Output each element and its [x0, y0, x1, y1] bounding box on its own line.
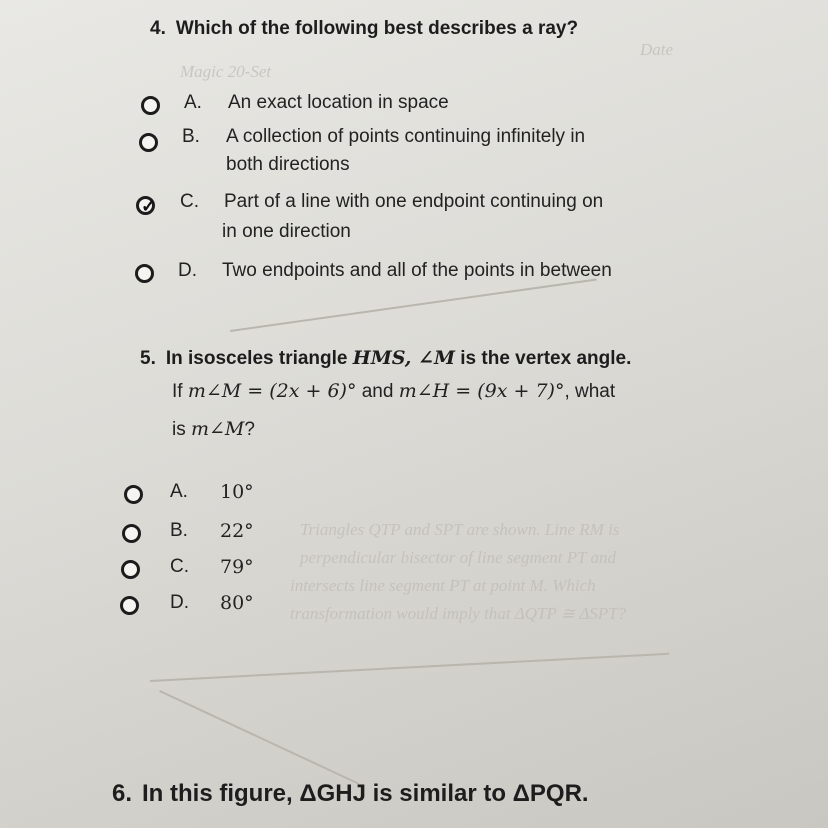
question-6-prompt: 6. In this figure, ΔGHJ is similar to ΔPQR. — [112, 780, 589, 807]
bleed-figure-line — [159, 690, 359, 785]
checkmark-icon: ✓ — [141, 196, 157, 216]
bleed-text-1: Date — [640, 40, 674, 59]
choice-letter: A. — [184, 92, 202, 113]
choice-letter: B. — [170, 520, 188, 541]
choice-text: 79° — [220, 556, 254, 578]
bleed-text-4: perpendicular bisector of line segment PT and — [300, 548, 617, 567]
bleed-text-5: intersects line segment PT at point M. Which — [290, 576, 596, 595]
answer-bubble-5c[interactable] — [121, 560, 140, 579]
bleed-figure-line — [150, 653, 669, 682]
choice-text: A collection of points continuing infinitely in — [226, 126, 586, 147]
question-5-prompt: 5. In isosceles triangle HMS, ∠M is the vertex angle. — [140, 347, 632, 369]
choice-letter: D. — [178, 260, 197, 281]
choice-text: Two endpoints and all of the points in between — [222, 260, 612, 281]
question-5-line2: If m∠M = (2x + 6)° and m∠H = (9x + 7)°, what — [172, 380, 616, 402]
choice-letter: C. — [170, 556, 189, 577]
bleed-text-2: Magic 20-Set — [180, 62, 272, 81]
question-4-prompt: 4. Which of the following best describes a ray? — [150, 18, 579, 39]
answer-bubble-4d[interactable] — [135, 264, 154, 283]
answer-bubble-4b[interactable] — [139, 133, 158, 152]
bleed-text-6: transformation would imply that ΔQTP ≅ ΔSPT? — [290, 604, 627, 623]
bleed-figure-line — [230, 279, 597, 332]
choice-letter: A. — [170, 481, 188, 502]
choice-text: Part of a line with one endpoint continuing on — [224, 191, 604, 212]
choice-text-cont: in one direction — [222, 221, 351, 242]
answer-bubble-4a[interactable] — [141, 96, 160, 115]
choice-letter: B. — [182, 126, 200, 147]
choice-letter: D. — [170, 592, 189, 613]
choice-letter: C. — [180, 191, 199, 212]
answer-bubble-5b[interactable] — [122, 524, 141, 543]
choice-text: An exact location in space — [228, 92, 449, 113]
choice-text: 80° — [220, 592, 254, 614]
choice-text: 22° — [220, 520, 254, 542]
question-5-line3: is m∠M? — [172, 418, 255, 440]
choice-text-cont: both directions — [226, 154, 350, 175]
answer-bubble-5a[interactable] — [124, 485, 143, 504]
bleed-text-3: Triangles QTP and SPT are shown. Line RM is — [300, 520, 620, 539]
answer-bubble-5d[interactable] — [120, 596, 139, 615]
answer-bubble-4c[interactable] — [136, 196, 155, 215]
choice-text: 10° — [220, 481, 254, 503]
